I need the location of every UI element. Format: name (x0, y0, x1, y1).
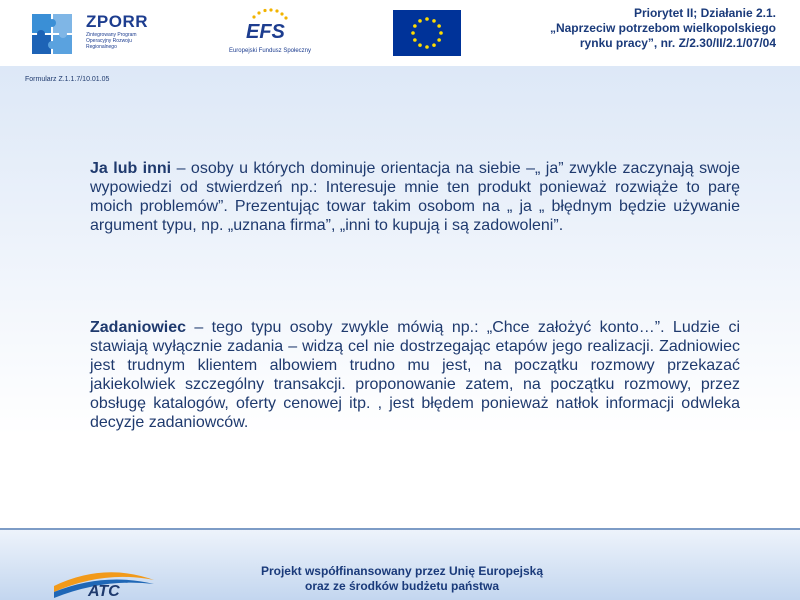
title-line-3: rynku pracy”, nr. Z/2.30/II/2.1/07/04 (579, 36, 776, 50)
paragraph-text: – osoby u których dominuje orientacja na siebie –„ ja” zwykle zaczynają swoje wypowiedzi od stwierdzeń np.: Interesuje mnie ten produkt ponieważ rozwiąże to parę moich problemów”. Prezentując towar takim osobom na „ ja „ błędnym będzie używanie argument typu, np. „uznana firma”, „inni to kupują i są zadowoleni”. (90, 160, 740, 234)
efs-logo-text: EFS (246, 21, 285, 43)
eu-star (425, 45, 429, 49)
eu-star (437, 38, 441, 42)
puzzle-icon (30, 12, 74, 56)
footer-line-1: Projekt współfinansowany przez Unię Europejską (260, 564, 544, 578)
paragraph-text: – tego typu osoby zwykle mówią np.: „Chce założyć konto…”. Ludzie ci stawiają wyłącznie zadania – widzą cel nie dostrzegając etapów jego realizacji. Zadniowiec jest trudnym klientem albowiem trudno mu jest, na początku rozmowy przekazać jakiekolwiek szczególny transakcji. proponowanie zatem, na początku rozmowy, przez obsługę katalogów, oferty cenowej itp. , jest błędem ponieważ natłok informacji odwleka decyzje zadaniowców. (90, 319, 740, 431)
title-line-1: Priorytet II; Działanie 2.1. (633, 6, 776, 20)
footer-bar (0, 530, 800, 600)
footer-line-2: oraz ze środków budżetu państwa (304, 579, 500, 593)
paragraph-lead: Ja lub inni (90, 160, 172, 177)
eu-star (413, 24, 417, 28)
stars-icon (250, 8, 290, 20)
paragraph-lead: Zadaniowiec (90, 319, 187, 336)
eu-star (413, 38, 417, 42)
efs-logo (222, 8, 318, 60)
eu-star (418, 19, 422, 23)
eu-star (432, 19, 436, 23)
cofinancing-notice (232, 564, 572, 594)
eu-star (425, 17, 429, 21)
project-priority-title (476, 6, 776, 51)
atc-logo-text: ATC (88, 583, 120, 600)
eu-flag (393, 10, 461, 56)
zporr-logo (30, 10, 150, 58)
title-line-2: „Naprzeciw potrzebom wielkopolskiego (549, 21, 776, 35)
paragraph-zadaniowiec (90, 318, 740, 432)
eu-star (418, 43, 422, 47)
eu-star (411, 31, 415, 35)
atc-logo (52, 560, 156, 600)
header-bar (0, 0, 800, 66)
eu-star (439, 31, 443, 35)
eu-stars-icon (393, 10, 461, 56)
form-code: Formularz Z.1.1.7/10.01.05 (25, 76, 110, 83)
paragraph-ja-lub-inni (90, 159, 740, 235)
slide-content (0, 66, 800, 528)
eu-star (437, 24, 441, 28)
eu-star (432, 43, 436, 47)
zporr-title: ZPORR (86, 12, 148, 31)
zporr-subtitle: Zintegrowany Program Operacyjny Rozwoju Regionalnego (86, 32, 137, 50)
efs-caption: Europejski Fundusz Społeczny (228, 48, 312, 54)
